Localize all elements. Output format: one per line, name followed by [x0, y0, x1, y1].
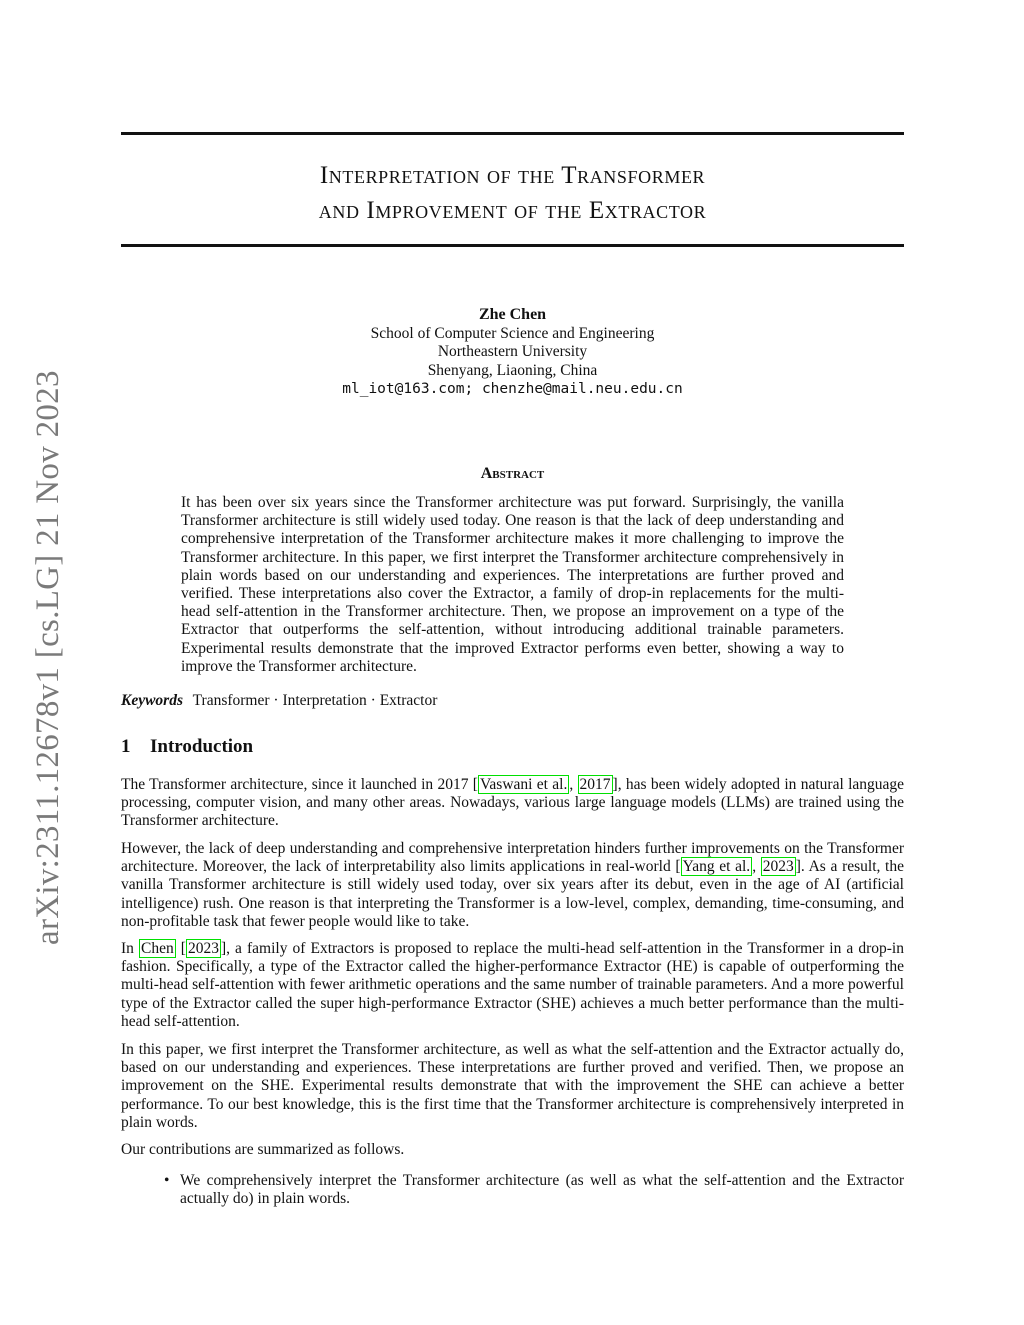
p1-text-before: The Transformer architecture, since it launched in 2017 [ — [121, 776, 478, 793]
author-block — [121, 306, 904, 399]
paper-title — [121, 158, 904, 228]
p2-sep: , — [752, 858, 761, 876]
p2-text-before: However, the lack of deep understanding and comprehensive interpretation hinders further improvements on the Transformer architecture. Moreover, the lack of interpretability also limits applications in real-world [ — [121, 840, 904, 876]
p2-text-after: ]. As a result, the vanilla Transformer architecture is still widely used today, over six years after its debut, even in the age of AI (artificial intelligence) rush. One reason is that interpreting the Transformer is a low-level, complex, demanding, time-consuming, and non-profitable task that fewer people would like to take. — [121, 858, 904, 930]
title-bottom-rule — [121, 244, 904, 247]
paragraph-2 — [121, 840, 904, 931]
arxiv-identifier-stamp: arXiv:2311.12678v1 [cs.LG] 21 Nov 2023 — [30, 370, 66, 945]
contribution-text: We comprehensively interpret the Transformer architecture (as well as what the self-attention and the Extractor actually do) in plain words. — [180, 1172, 904, 1208]
p1-text-after: ], has been widely adopted in natural language processing, computer vision, and many other areas. Nowadays, various large language models (LLMs) are trained using the Transformer architecture. — [121, 776, 905, 830]
p3-text-after: ], a family of Extractors is proposed to replace the multi-head self-attention in the Transformer in a drop-in fashion. Specifically, a type of the Extractor called the higher-performance Extractor (HE) is capable of outperforming the multi-head self-attention with fewer arithmetic operations and the same number of trainable parameters. And a more powerful type of the Extractor called the super high-performance Extractor (SHE) achieves a much better performance than the multi-head self-attention. — [121, 940, 904, 1030]
title-line-1: Interpretation of the Transformer — [319, 162, 706, 189]
keywords-label: Keywords — [121, 692, 183, 709]
title-line-2: and Improvement of the Extractor — [318, 197, 707, 224]
p3-sep: [ — [175, 940, 186, 957]
citation-link-vaswani-year[interactable]: 2017 — [579, 776, 611, 793]
citation-link-chen[interactable]: Chen — [140, 940, 174, 957]
author-name: Zhe Chen — [478, 306, 547, 323]
paragraph-1 — [121, 776, 904, 831]
author-affiliation-location: Shenyang, Liaoning, China — [427, 361, 598, 379]
paragraph-3 — [121, 940, 904, 1031]
keywords-text: Transformer · Interpretation · Extractor — [192, 692, 438, 709]
section-number: 1 — [121, 736, 131, 757]
bullet-icon: • — [164, 1172, 170, 1189]
citation-link-chen-year[interactable]: 2023 — [187, 940, 219, 957]
abstract-text: It has been over six years since the Transformer architecture was put forward. Surprisingly, the vanilla Transformer architecture is still widely used today. One reason is that the lack of deep understanding and comprehensive interpretation of the Transformer architecture makes it more challenging to improve the Transformer architecture. In this paper, we first interpret the Transformer architecture comprehensively in plain words based on our understanding and experiences. The interpretations are further proved and verified. These interpretations also cover the Extractor, a family of drop-in replacements for the multi-head self-attention in the Transformer architecture. Then, we propose an improvement on a type of the Extractor that outperforms the self-attention, without introducing additional trainable parameters. Experimental results demonstrate that the improved Extractor performs even better, showing a way to improve the Transformer architecture. — [181, 494, 844, 675]
author-affiliation-school: School of Computer Science and Engineering — [370, 324, 655, 342]
author-affiliation-university: Northeastern University — [437, 343, 588, 360]
title-top-rule — [121, 132, 904, 135]
p1-sep: , — [569, 776, 578, 793]
section-heading-introduction — [121, 736, 253, 758]
citation-link-vaswani[interactable]: Vaswani et al. — [479, 776, 568, 793]
paragraph-5: Our contributions are summarized as follows. — [121, 1141, 405, 1158]
p3-text-before: In — [121, 940, 139, 957]
keywords-line — [121, 692, 904, 710]
paragraph-4: In this paper, we first interpret the Transformer architecture, as well as what the self-attention and the Extractor actually do, based on our understanding and experiences. These interpretations are further proved and verified. Then, we propose an improvement on the SHE. Experimental results demonstrate that with the improvement the SHE can achieve a better performance. To our best knowledge, this is the first time that the Transformer architecture is comprehensively interpreted in plain words. — [121, 1041, 904, 1131]
citation-link-yang[interactable]: Yang et al. — [682, 858, 751, 876]
contribution-list-item — [164, 1172, 904, 1208]
section-title: Introduction — [150, 736, 254, 757]
citation-link-yang-year[interactable]: 2023 — [762, 858, 794, 876]
abstract-heading: Abstract — [480, 465, 545, 482]
author-email[interactable]: ml_iot@163.com; chenzhe@mail.neu.edu.cn — [342, 381, 683, 397]
